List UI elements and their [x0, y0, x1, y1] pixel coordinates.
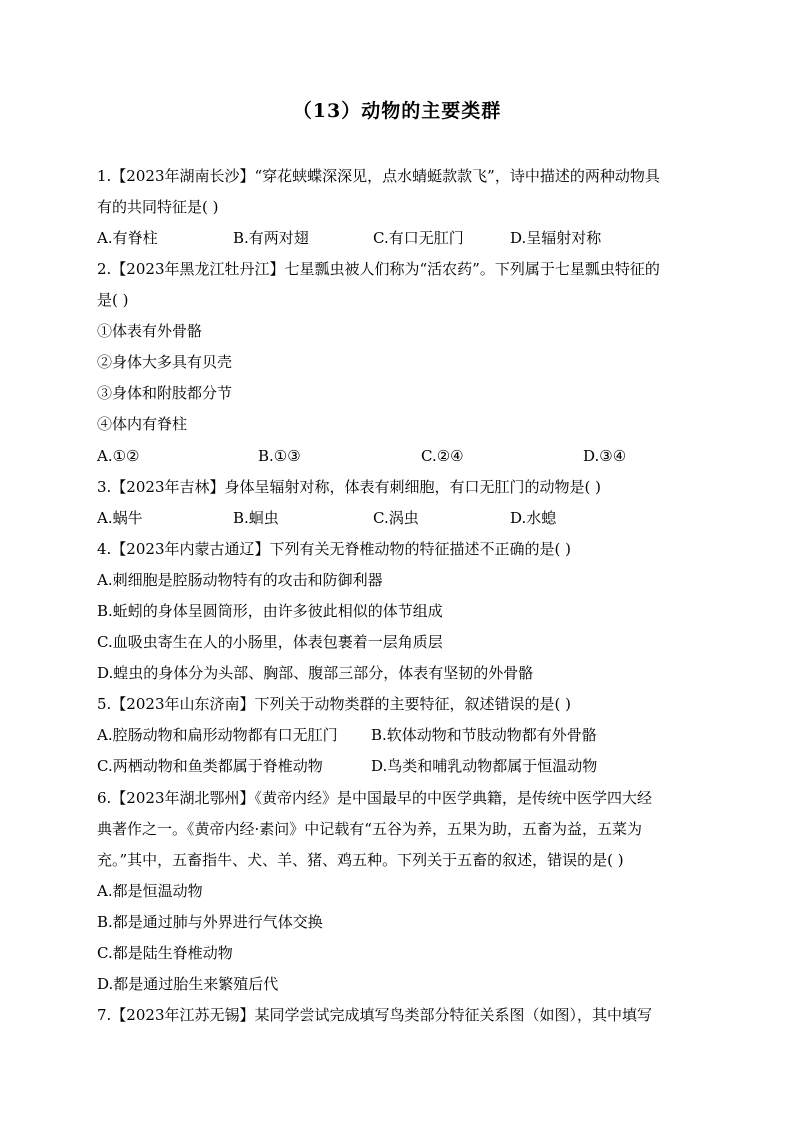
question-1-line-1: 1.【2023年湖南长沙】“穿花蛱蝶深深见，点水蜻蜓款款飞”，诗中描述的两种动物具	[97, 167, 660, 185]
question-6-line-3: 充。”其中，五畜指牛、犬、羊、猪、鸡五种。下列关于五畜的叙述，错误的是( )	[97, 851, 624, 869]
question-1-option-d: D.呈辐射对称	[510, 229, 602, 247]
question-6-option-c: C.都是陆生脊椎动物	[97, 944, 233, 962]
question-2-item-2: ②身体大多具有贝壳	[97, 353, 233, 371]
question-2-option-d: D.③④	[583, 447, 627, 465]
question-1-option-a: A.有脊柱	[97, 229, 158, 247]
question-7-line-1: 7.【2023年江苏无锡】某同学尝试完成填写鸟类部分特征关系图（如图），其中填写	[97, 1006, 652, 1024]
question-5-option-c: C.两栖动物和鱼类都属于脊椎动物	[97, 757, 323, 775]
question-3-line-1: 3.【2023年吉林】身体呈辐射对称，体表有刺细胞，有口无肛门的动物是( )	[97, 478, 601, 496]
question-4-option-b: B.蚯蚓的身体呈圆筒形，由许多彼此相似的体节组成	[97, 602, 443, 620]
question-6-option-a: A.都是恒温动物	[97, 882, 203, 900]
question-3-option-a: A.蜗牛	[97, 509, 143, 527]
question-2-option-b: B.①③	[258, 447, 301, 465]
question-3-option-d: D.水螅	[510, 509, 557, 527]
question-6-option-d: D.都是通过胎生来繁殖后代	[97, 975, 279, 993]
question-3-option-c: C.涡虫	[373, 509, 419, 527]
question-4-option-c: C.血吸虫寄生在人的小肠里，体表包裹着一层角质层	[97, 633, 443, 651]
question-1-line-2: 有的共同特征是( )	[97, 198, 219, 216]
question-5-option-b: B.软体动物和节肢动物都有外骨骼	[371, 726, 597, 744]
question-3-option-b: B.蛔虫	[233, 509, 279, 527]
question-5-option-a: A.腔肠动物和扁形动物都有口无肛门	[97, 726, 338, 744]
question-6-option-b: B.都是通过肺与外界进行气体交换	[97, 913, 323, 931]
question-6-line-2: 典著作之一。《黄帝内经·素问》中记载有“五谷为养，五果为助，五畜为益，五菜为	[97, 820, 642, 838]
question-2-option-c: C.②④	[421, 447, 464, 465]
question-1-option-c: C.有口无肛门	[373, 229, 464, 247]
question-2-item-3: ③身体和附肢都分节	[97, 384, 233, 402]
question-4-option-d: D.蝗虫的身体分为头部、胸部、腹部三部分，体表有坚韧的外骨骼	[97, 664, 534, 682]
question-4-option-a: A.刺细胞是腔肠动物特有的攻击和防御利器	[97, 571, 383, 589]
question-5-option-d: D.鸟类和哺乳动物都属于恒温动物	[371, 757, 598, 775]
question-2-line-2: 是( )	[97, 291, 129, 309]
question-2-item-1: ①体表有外骨骼	[97, 322, 203, 340]
question-5-line-1: 5.【2023年山东济南】下列关于动物类群的主要特征，叙述错误的是( )	[97, 695, 571, 713]
question-2-item-4: ④体内有脊柱	[97, 415, 188, 433]
page-title: （13）动物的主要类群	[292, 100, 502, 122]
question-6-line-1: 6.【2023年湖北鄂州】《黄帝内经》是中国最早的中医学典籍，是传统中医学四大经	[97, 789, 652, 807]
question-4-line-1: 4.【2023年内蒙古通辽】下列有关无脊椎动物的特征描述不正确的是( )	[97, 540, 571, 558]
question-2-option-a: A.①②	[97, 447, 140, 465]
question-2-line-1: 2.【2023年黑龙江牡丹江】七星瓢虫被人们称为“活农药”。下列属于七星瓢虫特征的	[97, 260, 660, 278]
question-1-option-b: B.有两对翅	[233, 229, 309, 247]
